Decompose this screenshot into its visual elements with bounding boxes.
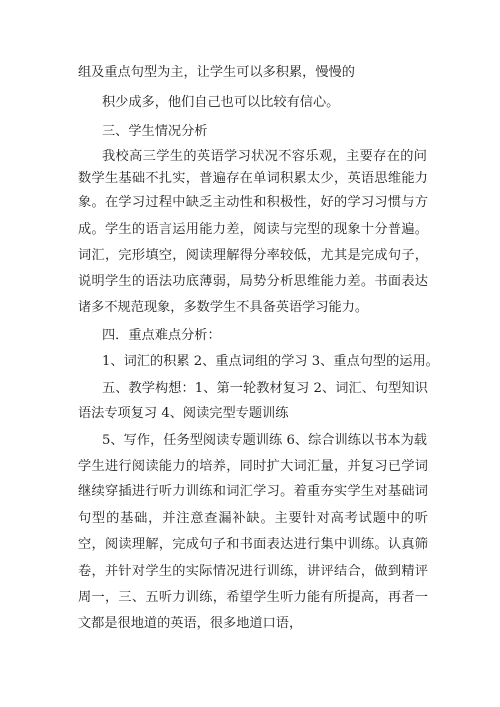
text-line-14: 语法专项复习 4、阅读完型专题训练 bbox=[78, 406, 289, 421]
text-line-9: 说明学生的语法功底薄弱，局势分析思维能力差。书面表达 bbox=[78, 274, 428, 289]
text-line-21: 周一，三、五听力训练，希望学生听力能有所提高，再者一 bbox=[78, 590, 428, 605]
text-line-16: 学生进行阅读能力的培养，同时扩大词汇量，并复习已学词 bbox=[78, 459, 428, 474]
section-heading-key-points: 四．重点难点分析： bbox=[102, 328, 221, 343]
text-line-6: 象。在学习过程中缺乏主动性和积极性，好的学习习惯与方 bbox=[78, 195, 428, 210]
text-line-1: 组及重点句型为主，让学生可以多积累，慢慢的 bbox=[78, 65, 355, 80]
text-line-4: 我校高三学生的英语学习状况不容乐观，主要存在的问 bbox=[102, 149, 427, 164]
text-line-17: 继续穿插进行听力训练和词汇学习。着重夯实学生对基础词 bbox=[78, 484, 428, 499]
text-line-2: 积少成多，他们自己也可以比较有信心。 bbox=[102, 95, 340, 110]
text-line-20: 卷，并针对学生的实际情况进行训练，讲评结合，做到精评 bbox=[78, 564, 428, 579]
text-line-5: 数学生基础不扎实，普遍存在单词积累太少，英语思维能力 bbox=[78, 171, 428, 186]
text-line-8: 词汇，完形填空，阅读理解得分率较低，尤其是完成句子， bbox=[78, 248, 428, 263]
section-heading-student-analysis: 三、学生情况分析 bbox=[102, 124, 208, 139]
text-line-13: 五、教学构想：1、第一轮教材复习 2、词汇、句型知识 bbox=[102, 381, 428, 396]
text-line-12: 1、词汇的积累 2、重点词组的学习 3、重点句型的运用。 bbox=[102, 354, 439, 369]
text-line-22: 文都是很地道的英语，很多地道口语， bbox=[78, 616, 303, 631]
text-line-15: 5、写作，任务型阅读专题训练 6、综合训练以书本为载 bbox=[102, 433, 427, 448]
text-line-19: 空，阅读理解，完成句子和书面表达进行集中训练。认真筛 bbox=[78, 537, 428, 552]
text-line-7: 成。学生的语言运用能力差，阅读与完型的现象十分普遍。 bbox=[78, 222, 428, 237]
text-line-18: 句型的基础，并注意查漏补缺。主要针对高考试题中的听 bbox=[78, 511, 428, 526]
text-line-10: 诸多不规范现象，多数学生不具备英语学习能力。 bbox=[78, 300, 369, 315]
